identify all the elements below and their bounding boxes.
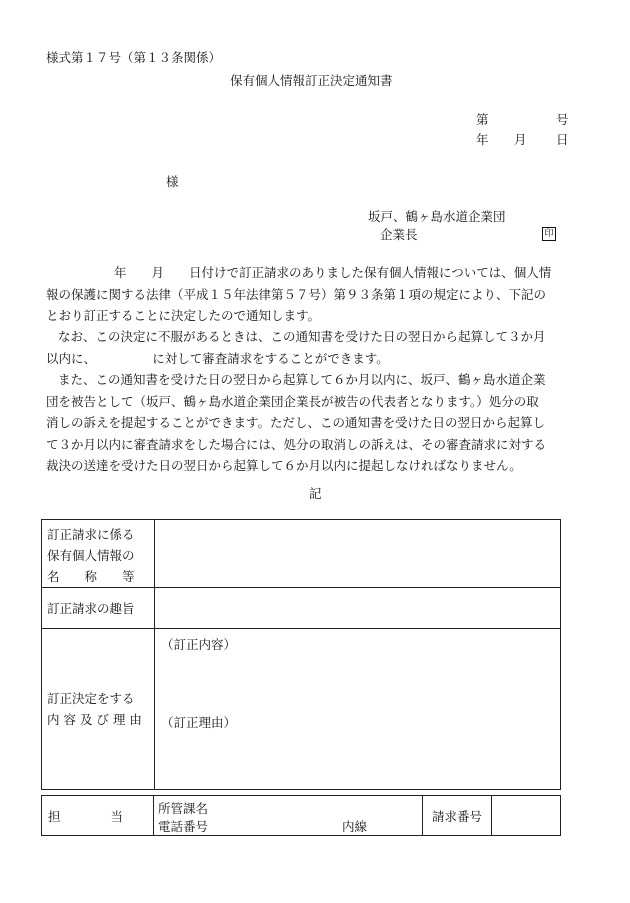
body-line: 報の保護に関する法律（平成１５年法律第５７号）第９３条第１項の規定により、下記の xyxy=(46,286,547,302)
body-paragraph-1 xyxy=(46,262,586,327)
seal-icon: 印 xyxy=(542,227,556,241)
tanto-label: 担 当 xyxy=(42,796,154,836)
document-title: 保有個人情報訂正決定通知書 xyxy=(230,73,393,88)
decision-table xyxy=(41,519,561,790)
body-paragraph-2 xyxy=(46,326,586,369)
correction-reason-label: （訂正理由） xyxy=(161,715,237,730)
request-number-label: 請求番号 xyxy=(423,796,492,836)
extension-label: 内線 xyxy=(342,819,368,834)
date-month: 月 xyxy=(514,132,527,147)
body-paragraph-3 xyxy=(46,369,586,477)
doc-number-prefix: 第 xyxy=(476,112,489,127)
body-line: 消しの訴えを提起することができます。ただし、この通知書を受けた日の翌日から起算し xyxy=(46,415,546,430)
sender-title: 企業長 xyxy=(380,227,418,242)
contact-table xyxy=(41,795,561,836)
info-name-value[interactable] xyxy=(155,520,561,588)
body-line: 年 月 日付けで訂正請求のありました保有個人情報については、個人情 xyxy=(114,265,552,280)
body-line: 以内に、 に対して審査請求をすることができます。 xyxy=(46,350,389,366)
doc-number-suffix: 号 xyxy=(556,112,569,127)
decision-content-value[interactable] xyxy=(155,629,561,790)
sender-org: 坂戸、鶴ヶ島水道企業団 xyxy=(368,209,506,224)
body-line: 裁決の送達を受けた日の翌日から起算して６か月以内に提起しなければなりません。 xyxy=(46,458,522,473)
decision-content-label: 訂正決定をする 内 容 及 び 理 由 xyxy=(42,629,155,790)
body-line: 団を被告として（坂戸、鶴ヶ島水道企業団企業長が被告の代表者となります。）処分の取 xyxy=(46,393,539,409)
contact-cell xyxy=(154,796,423,836)
body-line: て３か月以内に審査請求をした場合には、処分の取消しの訴えは、その審査請求に対する xyxy=(46,436,547,452)
ki-heading: 記 xyxy=(309,486,322,501)
body-line: なお、この決定に不服があるときは、この通知書を受けた日の翌日から起算して３か月 xyxy=(58,329,546,344)
body-line: また、この通知書を受けた日の翌日から起算して６か月以内に、坂戸、鶴ヶ島水道企業 xyxy=(58,372,546,387)
request-purpose-label: 訂正請求の趣旨 xyxy=(42,588,155,629)
correction-content-label: （訂正内容） xyxy=(161,637,237,652)
form-number: 様式第１７号（第１３条関係） xyxy=(46,50,222,65)
dept-label: 所管課名 xyxy=(158,801,209,816)
date-day: 日 xyxy=(556,132,569,147)
addressee-suffix: 様 xyxy=(166,174,179,189)
phone-label: 電話番号 xyxy=(158,819,209,834)
request-number-value[interactable] xyxy=(492,796,561,836)
body-line: とおり訂正することに決定したので通知します。 xyxy=(46,308,321,323)
date-year: 年 xyxy=(476,132,489,147)
request-purpose-value[interactable] xyxy=(155,588,561,629)
seal-mark xyxy=(540,224,556,241)
info-name-label: 訂正請求に係る 保有個人情報の 名 称 等 xyxy=(42,520,155,588)
